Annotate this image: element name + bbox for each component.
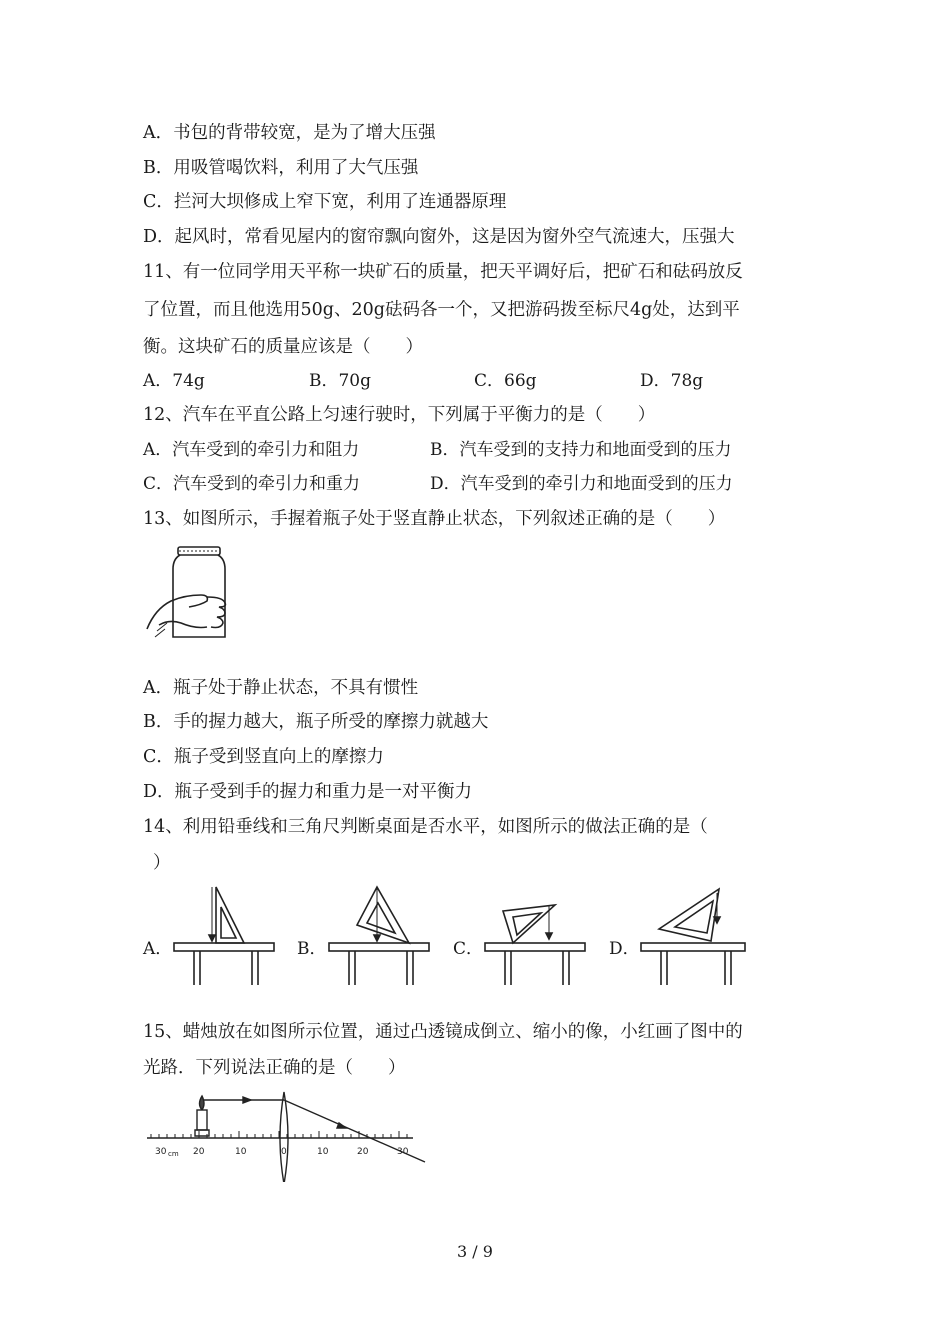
q11-stem-line3: 衡。这块矿石的质量应该是（ ） (143, 337, 423, 357)
table-figure-d (639, 883, 749, 988)
q13-option-d: D．瓶子受到手的握力和重力是一对平衡力 (143, 782, 473, 802)
q14-label-d: D． (609, 939, 640, 959)
q14-label-a: A． (143, 939, 173, 959)
q11-stem-line1: 11、有一位同学用天平称一块矿石的质量，把天平调好后，把矿石和砝码放反 (143, 262, 743, 282)
q10-option-d: D．起风时，常看见屋内的窗帘飘向窗外，这是因为窗外空气流速大，压强大 (143, 227, 735, 247)
page-number: 3 / 9 (457, 1242, 493, 1261)
table-figure-c (483, 883, 593, 988)
q10-option-c: C．拦河大坝修成上窄下宽，利用了连通器原理 (143, 192, 507, 212)
q14-label-b: B． (297, 939, 327, 959)
table-figure-a (172, 883, 282, 988)
q14-stem-line2: ） (153, 853, 171, 873)
ruler-tick-10-right: 10 (317, 1147, 329, 1157)
q12-option-c: C．汽车受到的牵引力和重力 (143, 474, 361, 494)
q15-stem-line1: 15、蜡烛放在如图所示位置，通过凸透镜成倒立、缩小的像，小红画了图中的 (143, 1022, 743, 1042)
q12-option-d: D．汽车受到的牵引力和地面受到的压力 (430, 474, 733, 494)
q10-option-b: B．用吸管喝饮料，利用了大气压强 (143, 158, 419, 178)
q14-stem-line1: 14、利用铅垂线和三角尺判断桌面是否水平，如图所示的做法正确的是（ (143, 817, 708, 837)
q12-option-a: A．汽车受到的牵引力和阻力 (143, 440, 360, 460)
q13-stem: 13、如图所示，手握着瓶子处于竖直静止状态，下列叙述正确的是（ ） (143, 509, 726, 529)
hand-holding-bottle-figure (145, 543, 240, 645)
q13-option-a: A．瓶子处于静止状态，不具有惯性 (143, 678, 419, 698)
ruler-unit-cm: cm (168, 1150, 179, 1158)
q11-option-d: D．78g (640, 371, 704, 391)
ruler-tick-20-left: 20 (193, 1147, 205, 1157)
ruler-tick-0: 0 (281, 1147, 287, 1157)
q11-option-b: B．70g (309, 371, 372, 391)
q12-stem: 12、汽车在平直公路上匀速行驶时，下列属于平衡力的是（ ） (143, 405, 656, 425)
convex-lens-light-path-figure (143, 1090, 431, 1182)
ruler-tick-30-left: 30 (155, 1147, 167, 1157)
q13-option-b: B．手的握力越大，瓶子所受的摩擦力就越大 (143, 712, 489, 732)
q15-stem-line2: 光路．下列说法正确的是（ ） (143, 1058, 406, 1078)
q14-label-c: C． (453, 939, 484, 959)
q10-option-a: A．书包的背带较宽，是为了增大压强 (143, 123, 436, 143)
q11-option-c: C．66g (474, 371, 537, 391)
q12-option-b: B．汽车受到的支持力和地面受到的压力 (430, 440, 732, 460)
table-figure-b (327, 883, 437, 988)
ruler-tick-30-right: 30 (397, 1147, 409, 1157)
q13-option-c: C．瓶子受到竖直向上的摩擦力 (143, 747, 384, 767)
q11-stem-line2: 了位置，而且他选用50g、20g砝码各一个，又把游码拨至标尺4g处，达到平 (143, 300, 740, 320)
ruler-tick-20-right: 20 (357, 1147, 369, 1157)
q11-option-a: A．74g (143, 371, 205, 391)
ruler-tick-10-left: 10 (235, 1147, 247, 1157)
